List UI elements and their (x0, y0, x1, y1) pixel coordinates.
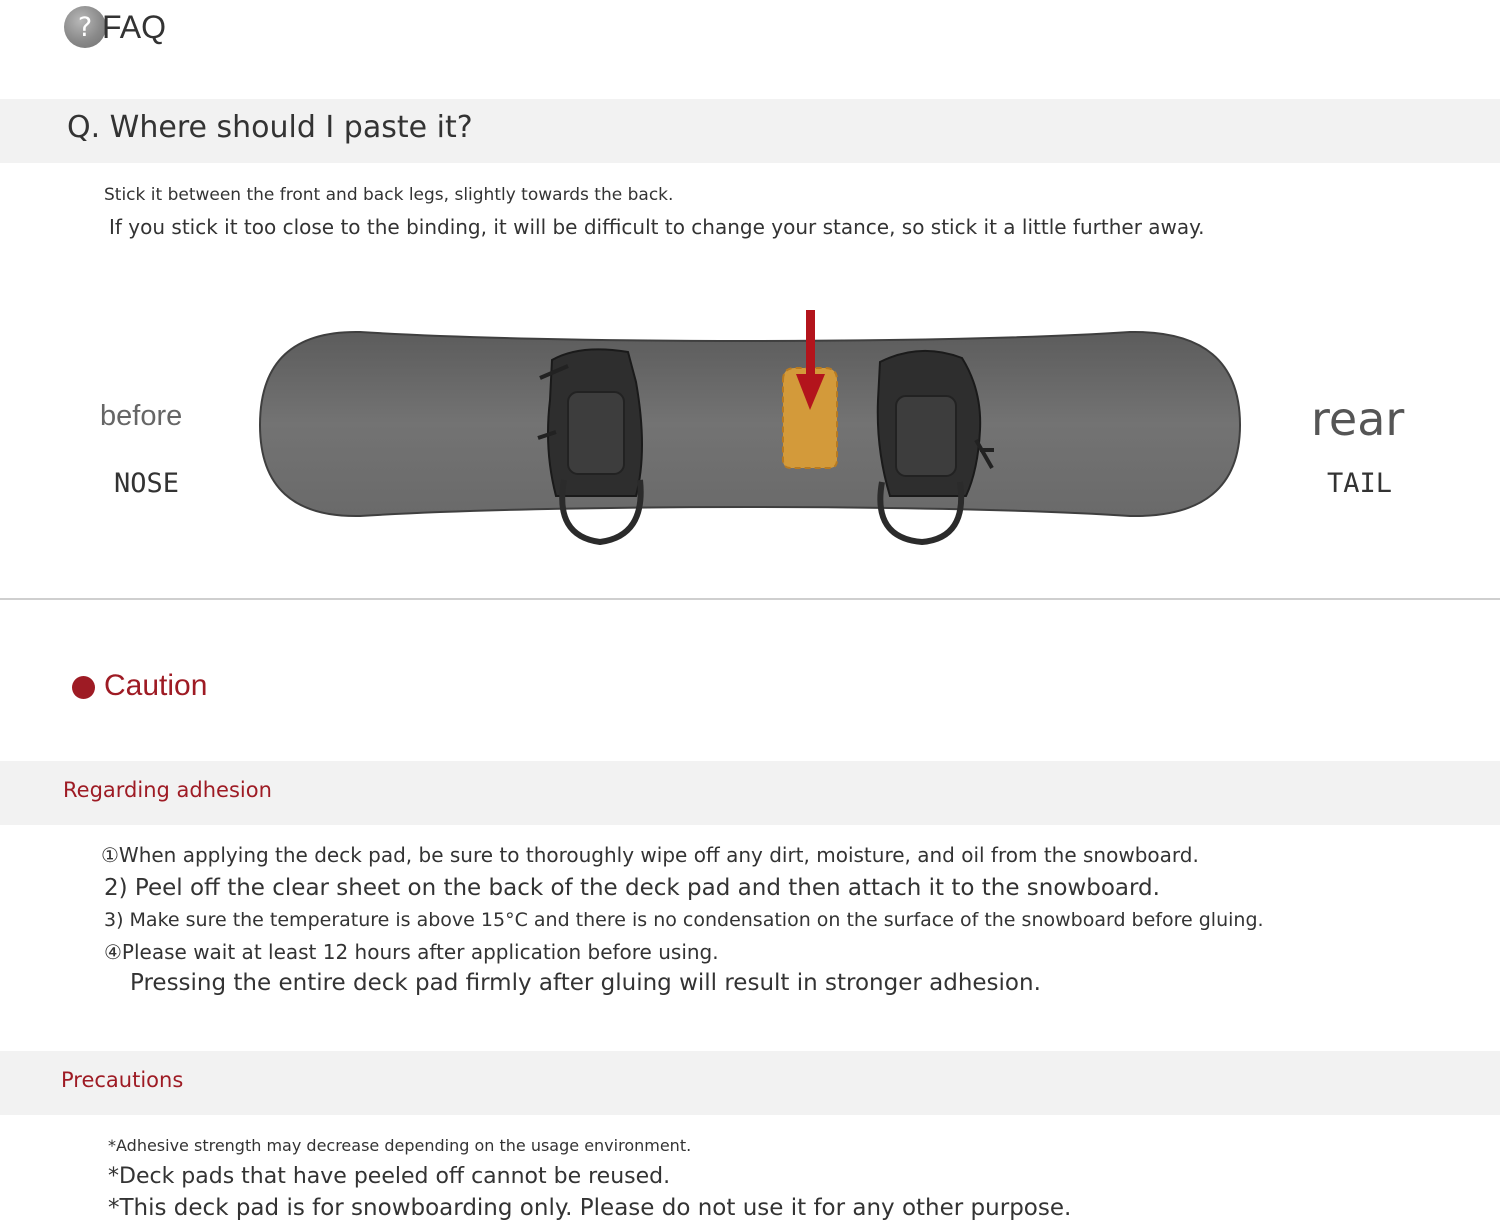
adhesion-item-3: 3) Make sure the temperature is above 15°C and there is no condensation on the surface of the snowboard before gluing. (104, 909, 1264, 931)
tail-sub-label: TAIL (1327, 468, 1393, 499)
adhesion-item-4: ④Please wait at least 12 hours after application before using. (104, 940, 719, 964)
section-divider (0, 598, 1500, 600)
nose-label: before (100, 400, 183, 432)
question-title: Q. Where should I paste it? (67, 110, 473, 145)
faq-header (64, 4, 166, 50)
precaution-item-1: *Adhesive strength may decrease depending on the usage environment. (108, 1136, 692, 1155)
tail-label: rear (1311, 392, 1405, 446)
precautions-title: Precautions (61, 1068, 184, 1092)
adhesion-item-5: Pressing the entire deck pad firmly after gluing will result in stronger adhesion. (130, 970, 1041, 996)
adhesion-item-2: 2) Peel off the clear sheet on the back of the deck pad and then attach it to the snowboard. (104, 875, 1160, 901)
faq-title: FAQ (102, 8, 167, 45)
precaution-item-3: *This deck pad is for snowboarding only. Please do not use it for any other purpose. (108, 1195, 1072, 1221)
precautions-band (0, 1051, 1500, 1115)
caution-title: Caution (104, 669, 208, 702)
snowboard-illustration (250, 300, 1250, 560)
adhesion-title: Regarding adhesion (63, 778, 272, 802)
nose-sub-label: NOSE (114, 468, 180, 499)
question-answer-line-2: If you stick it too close to the binding, it will be difficult to change your stance, so stick it a little further away. (109, 215, 1205, 239)
question-mark-icon: ? (64, 6, 106, 48)
question-answer-line-1: Stick it between the front and back legs, slightly towards the back. (104, 185, 674, 205)
adhesion-item-1: ①When applying the deck pad, be sure to thoroughly wipe off any dirt, moisture, and oil from the snowboard. (101, 843, 1199, 867)
snowboard-deck (260, 332, 1240, 516)
front-binding-icon (538, 349, 642, 542)
precaution-item-2: *Deck pads that have peeled off cannot be reused. (108, 1164, 671, 1189)
caution-dot-icon (72, 676, 95, 699)
